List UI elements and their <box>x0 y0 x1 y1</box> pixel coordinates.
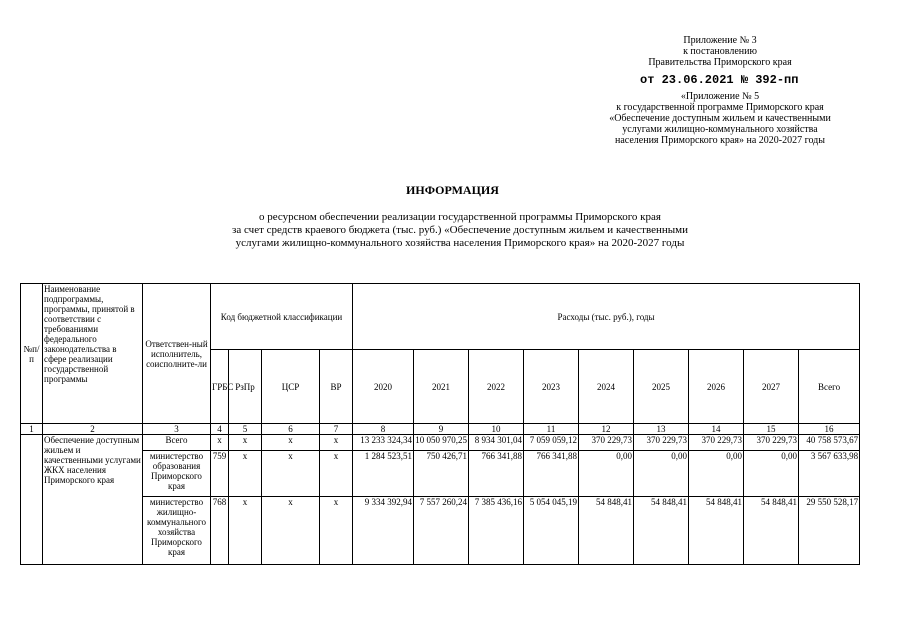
vr-cell: x <box>320 451 353 497</box>
column-number: 3 <box>143 424 211 435</box>
header-year: 2022 <box>469 350 524 424</box>
header-year: 2020 <box>353 350 414 424</box>
annex2-header <box>560 91 880 146</box>
annex2-line: «Обеспечение доступным жильем и качественными <box>609 113 831 124</box>
column-number: 12 <box>579 424 634 435</box>
column-number: 14 <box>689 424 744 435</box>
header-year: 2027 <box>744 350 799 424</box>
value-cell: 1 284 523,51 <box>353 451 414 497</box>
column-number: 13 <box>634 424 689 435</box>
column-number: 16 <box>799 424 860 435</box>
value-cell: 8 934 301,04 <box>469 435 524 451</box>
value-cell: 13 233 324,34 <box>353 435 414 451</box>
value-cell: 370 229,73 <box>744 435 799 451</box>
value-cell: 54 848,41 <box>579 497 634 565</box>
annex2-line: услугами жилищно-коммунального хозяйства <box>622 124 818 135</box>
rzpr-cell: x <box>229 451 262 497</box>
value-cell: 54 848,41 <box>689 497 744 565</box>
column-number: 5 <box>229 424 262 435</box>
value-cell: 370 229,73 <box>579 435 634 451</box>
header-year: 2024 <box>579 350 634 424</box>
grbs-cell: x <box>211 435 229 451</box>
value-cell: 7 059 059,12 <box>524 435 579 451</box>
value-cell: 10 050 970,25 <box>414 435 469 451</box>
header-expenses: Расходы (тыс. руб.), годы <box>353 284 860 350</box>
annex-header <box>560 35 880 68</box>
table-row <box>21 435 860 451</box>
vr-cell: x <box>320 435 353 451</box>
column-number: 6 <box>262 424 320 435</box>
subtitle-line: за счет средств краевого бюджета (тыс. руб.) «Обеспечение доступным жильем и качественными <box>232 224 688 236</box>
value-cell: 766 341,88 <box>524 451 579 497</box>
header-budget-code: Код бюджетной классификации <box>211 284 353 350</box>
value-cell: 54 848,41 <box>634 497 689 565</box>
column-number: 1 <box>21 424 43 435</box>
annex2-line: населения Приморского края» на 2020-2027 годы <box>615 135 825 146</box>
total-cell: 29 550 528,17 <box>799 497 860 565</box>
resource-table <box>20 283 860 565</box>
header-total: Всего <box>799 350 860 424</box>
header-year: 2026 <box>689 350 744 424</box>
header-csr: ЦСР <box>262 350 320 424</box>
executor: министерство жилищно-коммунального хозяйства Приморского края <box>143 497 211 565</box>
annex2-line: к государственной программе Приморского края <box>616 102 824 113</box>
value-cell: 7 557 260,24 <box>414 497 469 565</box>
column-number: 15 <box>744 424 799 435</box>
value-cell: 7 385 436,16 <box>469 497 524 565</box>
value-cell: 0,00 <box>689 451 744 497</box>
document-subtitle <box>220 211 700 250</box>
total-cell: 3 567 633,98 <box>799 451 860 497</box>
column-number: 8 <box>353 424 414 435</box>
column-number: 11 <box>524 424 579 435</box>
value-cell: 0,00 <box>744 451 799 497</box>
annex2-line: «Приложение № 5 <box>680 91 760 102</box>
value-cell: 54 848,41 <box>744 497 799 565</box>
document-title: ИНФОРМАЦИЯ <box>406 183 499 197</box>
value-cell: 370 229,73 <box>689 435 744 451</box>
value-cell: 9 334 392,94 <box>353 497 414 565</box>
annex-line: к постановлению <box>683 46 757 57</box>
decree-number: от 23.06.2021 № 392-пп <box>640 73 799 87</box>
header-vr: ВР <box>320 350 353 424</box>
column-number: 2 <box>43 424 143 435</box>
value-cell: 0,00 <box>634 451 689 497</box>
table-row <box>21 451 860 497</box>
program-name: Обеспечение доступным жильем и качественными услугами ЖКХ населения Приморского края <box>43 435 143 565</box>
rzpr-cell: x <box>229 497 262 565</box>
grbs-cell: 759 <box>211 451 229 497</box>
rzpr-cell: x <box>229 435 262 451</box>
header-grbs: ГРБС <box>211 350 229 424</box>
value-cell: 0,00 <box>579 451 634 497</box>
subtitle-line: о ресурсном обеспечении реализации государственной программы Приморского края <box>259 211 661 223</box>
column-number: 4 <box>211 424 229 435</box>
vr-cell: x <box>320 497 353 565</box>
header-num: №п/п <box>21 284 43 424</box>
value-cell: 766 341,88 <box>469 451 524 497</box>
column-number: 10 <box>469 424 524 435</box>
header-year: 2025 <box>634 350 689 424</box>
grbs-cell: 768 <box>211 497 229 565</box>
column-number: 7 <box>320 424 353 435</box>
annex-line: Приложение № 3 <box>683 35 757 46</box>
column-number: 9 <box>414 424 469 435</box>
value-cell: 370 229,73 <box>634 435 689 451</box>
header-rzpr: РзПр <box>229 350 262 424</box>
executor: министерство образования Приморского края <box>143 451 211 497</box>
header-year: 2023 <box>524 350 579 424</box>
value-cell: 5 054 045,19 <box>524 497 579 565</box>
subtitle-line: услугами жилищно-коммунального хозяйства населения Приморского края» на 2020-2027 годы <box>235 237 685 249</box>
table-row <box>21 497 860 565</box>
row-num <box>21 435 43 565</box>
csr-cell: x <box>262 435 320 451</box>
header-executor: Ответствен-ный исполнитель, соисполните-ли <box>143 284 211 424</box>
total-cell: 40 758 573,67 <box>799 435 860 451</box>
header-name: Наименование подпрограммы, программы, принятой в соответствии с требованиями федерального законодательства в сфере реализации государственной программы <box>43 284 143 424</box>
value-cell: 750 426,71 <box>414 451 469 497</box>
csr-cell: x <box>262 497 320 565</box>
header-year: 2021 <box>414 350 469 424</box>
executor: Всего <box>143 435 211 451</box>
annex-line: Правительства Приморского края <box>648 57 792 68</box>
csr-cell: x <box>262 451 320 497</box>
